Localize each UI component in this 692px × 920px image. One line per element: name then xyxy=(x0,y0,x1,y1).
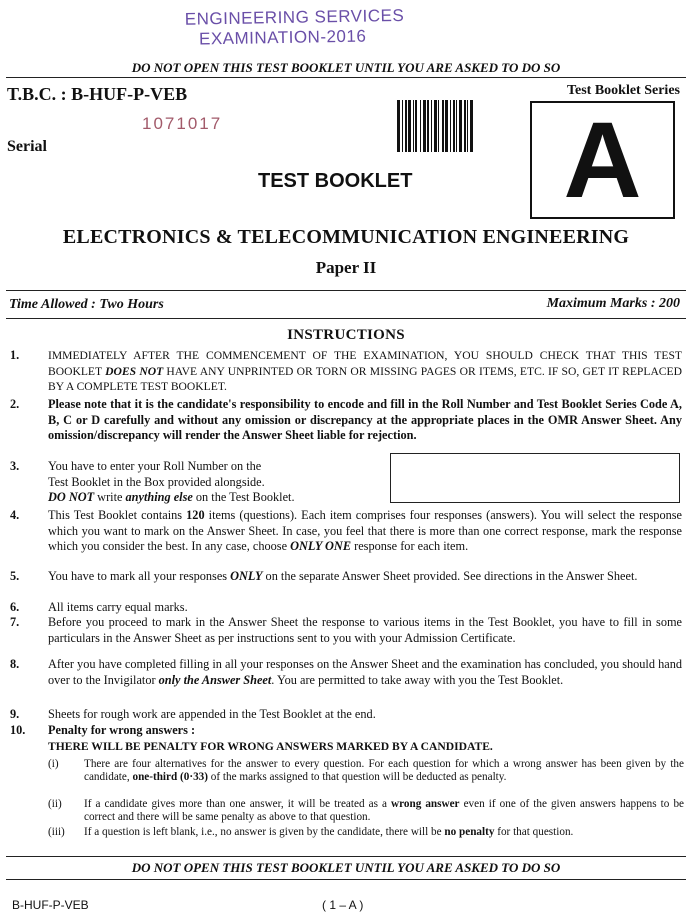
instruction-emphasis: ONLY xyxy=(230,569,263,583)
footer-code: B-HUF-P-VEB xyxy=(12,898,89,912)
instruction-number: 1. xyxy=(10,348,20,362)
penalty-title: Penalty for wrong answers : xyxy=(48,723,196,737)
instruction-text: After you have completed filling in all your responses on the Answer Sheet and the examination has concluded, you should hand over to the Invigilator xyxy=(48,657,682,687)
penalty-text: There are four alternatives for the answer to every question. For each question for which a wrong answer has been given by the candidate, xyxy=(84,758,684,784)
instruction-text: IMMEDIATELY AFTER THE COMMENCEMENT OF THE EXAMINATION, YOU SHOULD CHECK THAT THIS TEST BOOKLET xyxy=(48,349,682,378)
penalty-text: for that question. xyxy=(494,826,574,838)
instruction-number: 10. xyxy=(10,723,26,737)
series-box xyxy=(530,101,675,219)
series-letter: A xyxy=(563,99,642,220)
instruction-number: 3. xyxy=(10,459,20,473)
instruction-text: response for each item. xyxy=(351,539,469,554)
instruction-text: on the Test Booklet. xyxy=(192,490,295,505)
instruction-7 xyxy=(10,615,682,646)
instruction-emphasis: DO NOT xyxy=(48,490,95,505)
instructions-title: INSTRUCTIONS xyxy=(287,327,405,343)
instruction-9 xyxy=(10,707,682,723)
penalty-number: (ii) xyxy=(48,798,62,810)
instruction-10 xyxy=(10,723,682,739)
instruction-4 xyxy=(10,508,682,555)
instruction-number: 9. xyxy=(10,707,20,721)
penalty-emphasis: one-third (0·33) xyxy=(132,771,208,784)
penalty-text: If a question is left blank, i.e., no answer is given by the candidate, there will be xyxy=(84,826,445,838)
paper-title: Paper II xyxy=(315,258,377,277)
top-notice: DO NOT OPEN THIS TEST BOOKLET UNTIL YOU ARE ASKED TO DO SO xyxy=(131,60,561,75)
instruction-number: 6. xyxy=(10,600,20,614)
stamp-line-2: EXAMINATION-2016 xyxy=(198,26,367,49)
instruction-text: This Test Booklet contains xyxy=(48,508,187,522)
booklet-title: TEST BOOKLET xyxy=(258,170,413,192)
instruction-text: HAVE ANY UNPRINTED OR TORN OR MISSING PAGES OR ITEMS, ETC. IF SO, GET IT REPLACED BY A COMPLETE TEST BOOKLET. xyxy=(48,364,682,394)
serial-label: Serial xyxy=(7,138,47,155)
penalty-text: of the marks assigned to that question will be deducted as penalty. xyxy=(207,771,507,784)
divider xyxy=(6,77,686,78)
penalty-item-2 xyxy=(48,798,684,824)
instruction-text: on the separate Answer Sheet provided. See directions in the Answer Sheet. xyxy=(262,569,638,583)
instruction-number: 8. xyxy=(10,657,20,671)
instruction-2 xyxy=(10,397,682,444)
serial-number: 1071017 xyxy=(142,114,223,133)
tbc-code: T.B.C. : B-HUF-P-VEB xyxy=(7,84,188,104)
instruction-8 xyxy=(10,657,682,688)
roll-number-box[interactable] xyxy=(390,453,680,503)
penalty-item-3 xyxy=(48,826,684,839)
bottom-notice: DO NOT OPEN THIS TEST BOOKLET UNTIL YOU ARE ASKED TO DO SO xyxy=(131,860,561,875)
instruction-text: Sheets for rough work are appended in the Test Booklet at the end. xyxy=(48,707,376,721)
instruction-6 xyxy=(10,600,682,616)
instruction-text: write xyxy=(94,490,126,505)
series-label: Test Booklet Series xyxy=(566,83,680,98)
penalty-text: even if one of the given answers happens to be correct and there will be same penalty as above to that question. xyxy=(84,798,685,824)
instruction-text: . You are permitted to take away with you the Test Booklet. xyxy=(271,672,564,687)
instruction-emphasis: anything else xyxy=(125,490,193,505)
penalty-text: If a candidate gives more than one answer, it will be treated as a xyxy=(84,798,392,810)
instruction-number: 5. xyxy=(10,569,20,583)
instruction-5 xyxy=(10,569,682,585)
exam-stamp xyxy=(184,5,405,49)
instruction-text: You have to enter your Roll Number on the xyxy=(48,459,262,473)
instruction-text: All items carry equal marks. xyxy=(48,600,188,614)
instruction-text: Test Booklet in the Box provided alongside. xyxy=(48,474,265,489)
maximum-marks: Maximum Marks : 200 xyxy=(546,296,680,311)
instruction-emphasis: ONLY ONE xyxy=(290,539,352,554)
stamp-line-1: ENGINEERING SERVICES xyxy=(184,5,405,29)
penalty-item-1 xyxy=(48,758,684,784)
instruction-1 xyxy=(10,348,682,395)
penalty-number: (i) xyxy=(48,758,59,770)
penalty-emphasis: no penalty xyxy=(444,826,495,838)
instruction-emphasis: DOES NOT xyxy=(105,364,164,378)
time-allowed: Time Allowed : Two Hours xyxy=(9,297,164,312)
instruction-number: 7. xyxy=(10,615,20,629)
page-number: ( 1 – A ) xyxy=(322,898,364,912)
instruction-text: Please note that it is the candidate's responsibility to encode and fill in the Roll Number and Test Booklet Series Code A, B, C or D carefully and without any omission or discrepancy at the appropriate places in the OMR Answer Sheet. Any omission/discrepancy will render the Answer Sheet liable for rejection. xyxy=(48,397,682,443)
penalty-subtitle: THERE WILL BE PENALTY FOR WRONG ANSWERS MARKED BY A CANDIDATE. xyxy=(48,740,493,753)
instruction-text: Before you proceed to mark in the Answer Sheet the response to various items in the Test Booklet, you have to fill in some particulars in the Answer Sheet as per instructions sent to you with your Admission Certificate. xyxy=(48,615,682,645)
instruction-emphasis: 120 xyxy=(186,508,205,522)
barcode xyxy=(397,100,479,152)
divider xyxy=(6,856,686,857)
instruction-emphasis: only the Answer Sheet xyxy=(158,672,272,687)
divider xyxy=(6,318,686,319)
instruction-text: You have to mark all your responses xyxy=(48,569,231,583)
instruction-number: 4. xyxy=(10,508,20,522)
divider xyxy=(6,879,686,880)
instruction-text: items (questions). Each item comprises four responses (answers). You will select the response which you want to mark on the Answer Sheet. In case, you feel that there is more than one correct response, mark the response which you consider the best. In any case, choose xyxy=(48,508,682,554)
divider xyxy=(6,290,686,291)
penalty-number: (iii) xyxy=(48,826,65,838)
instruction-number: 2. xyxy=(10,397,20,411)
subject-title: ELECTRONICS & TELECOMMUNICATION ENGINEERING xyxy=(62,226,630,248)
penalty-emphasis: wrong answer xyxy=(391,798,460,810)
